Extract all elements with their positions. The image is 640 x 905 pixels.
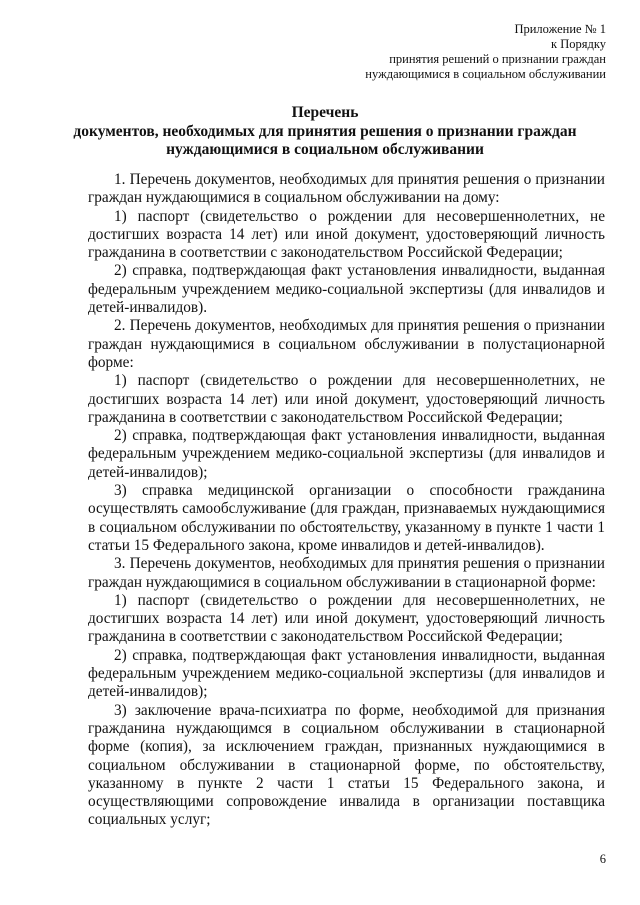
page-number: 6 — [599, 852, 606, 866]
appendix-order-title-line1: принятия решений о признании граждан — [389, 52, 606, 66]
section-2-intro: 2. Перечень документов, необходимых для принятия решения о признании граждан нуждающимися в социальном обслуживании в полустационарной форме: — [88, 317, 605, 371]
section-3-item-3: 3) заключение врача-психиатра по форме, необходимой для признания гражданина нуждающимся в социальном обслуживании в стационарной форме (копия), за исключением граждан, признанных нуждающимися в социальном обслуживании в стационарной форме, по обстоятельству, указанному в пункте 2 части 1 статьи 15 Федерального закона, и осуществляющими сопровождение инвалида в организации поставщика социальных услуг; — [88, 701, 605, 829]
title-line-1: Перечень — [291, 104, 359, 121]
section-3-intro: 3. Перечень документов, необходимых для принятия решения о признании граждан нуждающимися в социальном обслуживании в стационарной форме: — [88, 555, 605, 591]
section-1-intro: 1. Перечень документов, необходимых для принятия решения о признании граждан нуждающимися в социальном обслуживании на дому: — [88, 171, 605, 207]
section-2-item-3: 3) справка медицинской организации о способности гражданина осуществлять самообслуживание (для граждан, признаваемых нуждающимися в социальном обслуживании по обстоятельству, указанному в пункте 1 части 1 статьи 15 Федерального закона, кроме инвалидов и детей-инвалидов). — [88, 482, 605, 554]
document-body — [88, 171, 605, 830]
section-2-item-1: 1) паспорт (свидетельство о рождении для несовершеннолетних, не достигших возраста 14 лет) или иной документ, удостоверяющий личность гражданина в соответствии с законодательством Российской Федерации; — [88, 372, 605, 426]
section-3-item-2: 2) справка, подтверждающая факт установления инвалидности, выданная федеральным учреждением медико-социальной экспертизы (для инвалидов и детей-инвалидов); — [88, 646, 605, 701]
appendix-order: к Порядку — [551, 37, 606, 51]
document-title — [70, 104, 580, 160]
section-1-item-2: 2) справка, подтверждающая факт установления инвалидности, выданная федеральным учреждением медико-социальной экспертизы (для инвалидов и детей-инвалидов). — [88, 262, 605, 317]
section-2-item-2: 2) справка, подтверждающая факт установления инвалидности, выданная федеральным учреждением медико-социальной экспертизы (для инвалидов и детей-инвалидов); — [88, 427, 605, 481]
title-line-2: документов, необходимых для принятия решения о признании граждан — [73, 122, 577, 140]
section-1-item-1: 1) паспорт (свидетельство о рождении для несовершеннолетних, не достигших возраста 14 лет) или иной документ, удостоверяющий личность гражданина в соответствии с законодательством Российской Федерации; — [88, 207, 605, 262]
appendix-number: Приложение № 1 — [514, 22, 606, 36]
appendix-order-title-line2: нуждающимися в социальном обслуживании — [365, 67, 606, 81]
section-3-item-1: 1) паспорт (свидетельство о рождении для несовершеннолетних, не достигших возраста 14 лет) или иной документ, удостоверяющий личность гражданина в соответствии с законодательством Российской Федерации; — [88, 591, 605, 646]
appendix-reference — [276, 22, 606, 82]
title-line-3: нуждающимися в социальном обслуживании — [166, 141, 484, 158]
